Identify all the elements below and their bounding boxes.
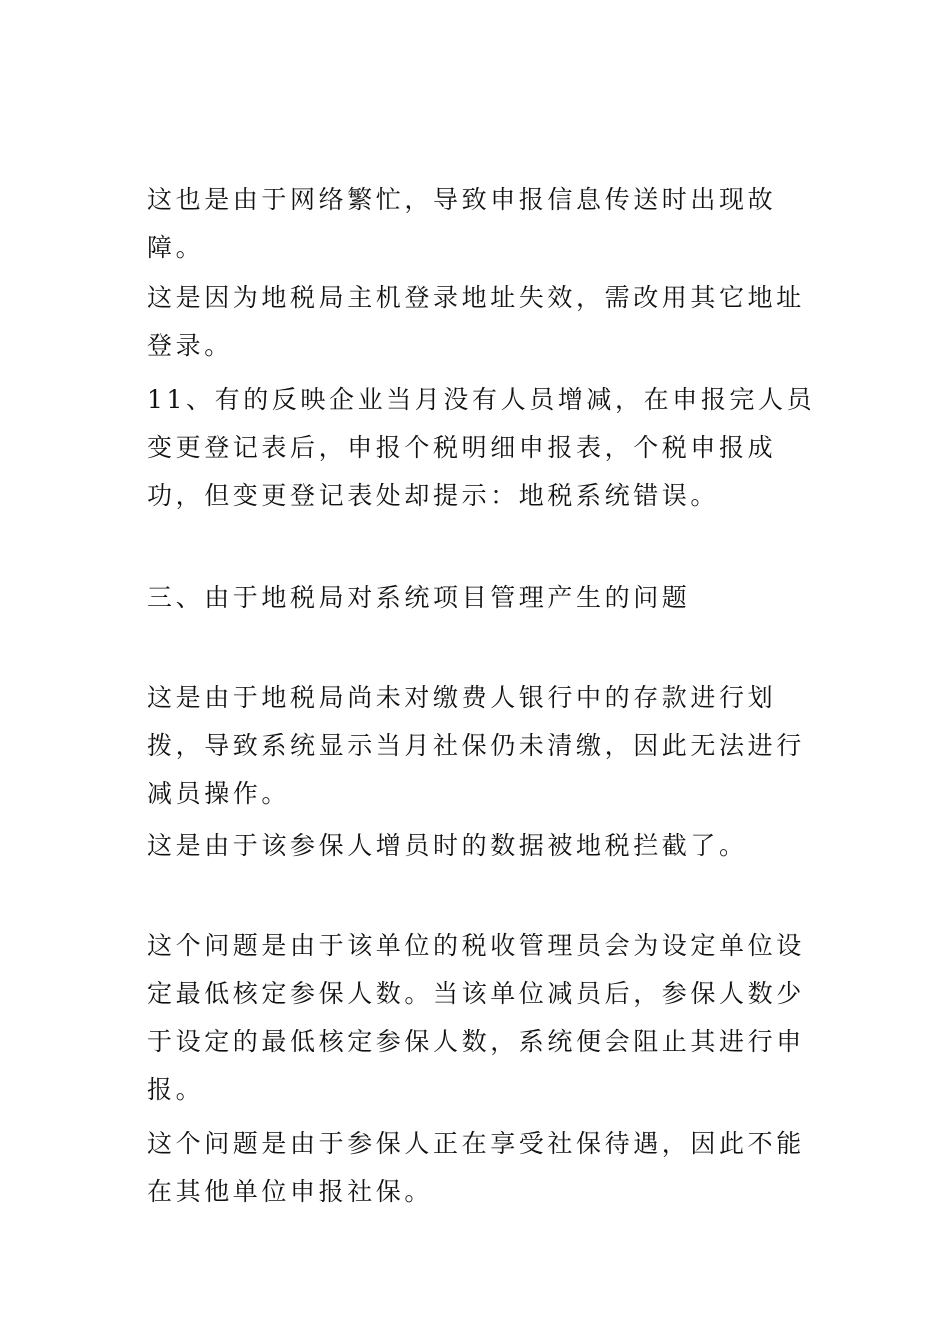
paragraph-bank-transfer: 这是由于地税局尚未对缴费人银行中的存款进行划拨，导致系统显示当月社保仍未清缴，因此无法进行减员操作。: [147, 683, 805, 808]
paragraph-network-busy: 这也是由于网络繁忙，导致申报信息传送时出现故障。: [147, 185, 777, 262]
paragraph-data-intercepted: 这是由于该参保人增员时的数据被地税拦截了。: [147, 831, 748, 860]
section-heading-3: 三、由于地税局对系统项目管理产生的问题: [147, 583, 691, 612]
paragraph-item-11: 11、有的反映企业当月没有人员增减，在申报完人员变更登记表后，申报个税明细申报表，个税申报成功，但变更登记表处却提示：地税系统错误。: [147, 385, 816, 510]
paragraph-minimum-insured: 这个问题是由于该单位的税收管理员会为设定单位设定最低核定参保人数。当该单位减员后，参保人数少于设定的最低核定参保人数，系统便会阻止其进行申报。: [147, 931, 805, 1104]
paragraph-benefits: 这个问题是由于参保人正在享受社保待遇，因此不能在其他单位申报社保。: [147, 1129, 805, 1206]
paragraph-login-address: 这是因为地税局主机登录地址失效，需改用其它地址登录。: [147, 283, 805, 360]
